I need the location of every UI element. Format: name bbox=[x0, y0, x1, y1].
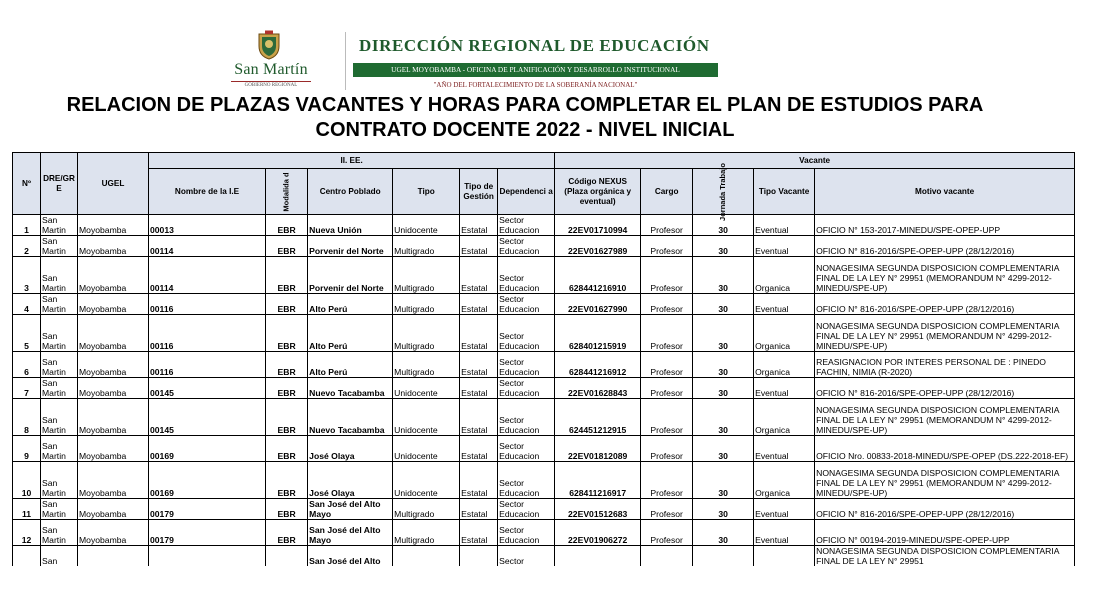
header-jornada: Jornada Trabajo bbox=[693, 169, 754, 215]
cell-modalidad: EBR bbox=[266, 378, 308, 399]
cell-tipo bbox=[393, 546, 460, 567]
cell-tipo: Multigrado bbox=[393, 499, 460, 520]
cell-tipo-vacante: Eventual bbox=[754, 436, 815, 462]
cell-tipo-vacante: Organica bbox=[754, 352, 815, 378]
cell-centro-poblado: Alto Perú bbox=[308, 315, 393, 352]
cell-dependencia: Sector Educacion bbox=[498, 236, 555, 257]
cell-jornada: 30 bbox=[693, 352, 754, 378]
cell-jornada: 30 bbox=[693, 236, 754, 257]
cell-cargo bbox=[641, 546, 693, 567]
cell-tipo-vacante: Eventual bbox=[754, 294, 815, 315]
cell-ugel: Moyobamba bbox=[78, 399, 149, 436]
cell-cargo: Profesor bbox=[641, 215, 693, 236]
cell-tipo-vacante: Organica bbox=[754, 257, 815, 294]
cell-tipo: Unidocente bbox=[393, 436, 460, 462]
document-title-line-2: CONTRATO DOCENTE 2022 - NIVEL INICIAL bbox=[315, 119, 735, 141]
cell-cargo: Profesor bbox=[641, 315, 693, 352]
table-row bbox=[13, 546, 1075, 567]
cell-cargo: Profesor bbox=[641, 236, 693, 257]
cell-jornada: 30 bbox=[693, 499, 754, 520]
cell-cargo: Profesor bbox=[641, 352, 693, 378]
cell-ugel: Moyobamba bbox=[78, 499, 149, 520]
cell-modalidad: EBR bbox=[266, 236, 308, 257]
cell-jornada: 30 bbox=[693, 436, 754, 462]
cell-dre: San Martin bbox=[41, 462, 78, 499]
coat-of-arms-icon bbox=[256, 30, 282, 60]
cell-codigo-nexus: 22EV01812089 bbox=[555, 436, 641, 462]
cell-nombre-ie: 00116 bbox=[149, 352, 266, 378]
cell-codigo-nexus bbox=[555, 546, 641, 567]
cell-nombre-ie: 00114 bbox=[149, 236, 266, 257]
cell-tipo-vacante: Eventual bbox=[754, 378, 815, 399]
cell-dependencia: Sector Educacion bbox=[498, 499, 555, 520]
cell-tipo-vacante: Eventual bbox=[754, 520, 815, 546]
cell-modalidad: EBR bbox=[266, 215, 308, 236]
cell-tipo: Multigrado bbox=[393, 352, 460, 378]
header-tipo: Tipo bbox=[393, 169, 460, 215]
cell-num: 9 bbox=[13, 436, 41, 462]
cell-tipo-gestion: Estatal bbox=[460, 520, 498, 546]
cell-modalidad: EBR bbox=[266, 462, 308, 499]
cell-cargo: Profesor bbox=[641, 520, 693, 546]
cell-tipo: Multigrado bbox=[393, 294, 460, 315]
cell-dre: San Martin bbox=[41, 215, 78, 236]
cell-codigo-nexus: 22EV01906272 bbox=[555, 520, 641, 546]
institution-band: UGEL MOYOBAMBA - OFICINA DE PLANIFICACIÓN Y DESARROLLO INSTITUCIONAL bbox=[353, 63, 718, 77]
cell-jornada: 30 bbox=[693, 294, 754, 315]
cell-tipo-gestion: Estatal bbox=[460, 462, 498, 499]
brand-subtitle: GOBIERNO REGIONAL bbox=[244, 83, 298, 88]
cell-nombre-ie: 00116 bbox=[149, 315, 266, 352]
cell-jornada bbox=[693, 546, 754, 567]
cell-jornada: 30 bbox=[693, 257, 754, 294]
cell-tipo: Multigrado bbox=[393, 315, 460, 352]
cell-nombre-ie: 00169 bbox=[149, 436, 266, 462]
header-codigo-nexus: Código NEXUS (Plaza orgánica y eventual) bbox=[555, 169, 641, 215]
cell-dependencia: Sector Educacion bbox=[498, 399, 555, 436]
header-dependencia: Dependenci a bbox=[498, 169, 555, 215]
cell-motivo: OFICIO N° 816-2016/SPE-OPEP-UPP (28/12/2016) bbox=[815, 378, 1075, 399]
cell-tipo-gestion: Estatal bbox=[460, 399, 498, 436]
table-row bbox=[13, 352, 1075, 378]
cell-nombre-ie: 00114 bbox=[149, 257, 266, 294]
cell-motivo: NONAGESIMA SEGUNDA DISPOSICION COMPLEMENTARIA FINAL DE LA LEY N° 29951 bbox=[815, 546, 1075, 567]
cell-jornada: 30 bbox=[693, 462, 754, 499]
cell-motivo: NONAGESIMA SEGUNDA DISPOSICION COMPLEMENTARIA FINAL DE LA LEY N° 29951 (MEMORANDUM N° 4299-2012-MINEDU/SPE-UP) bbox=[815, 257, 1075, 294]
cell-modalidad: EBR bbox=[266, 315, 308, 352]
cell-centro-poblado: Alto Perú bbox=[308, 294, 393, 315]
cell-motivo: OFICIO N° 816-2016/SPE-OPEP-UPP (28/12/2016) bbox=[815, 294, 1075, 315]
cell-motivo: OFICIO N° 816-2016/SPE-OPEP-UPP (28/12/2016) bbox=[815, 236, 1075, 257]
cell-cargo: Profesor bbox=[641, 399, 693, 436]
cell-tipo: Unidocente bbox=[393, 462, 460, 499]
cell-ugel: Moyobamba bbox=[78, 520, 149, 546]
cell-motivo: REASIGNACION POR INTERES PERSONAL DE : PINEDO FACHIN, NIMIA (R-2020) bbox=[815, 352, 1075, 378]
table-row bbox=[13, 399, 1075, 436]
cell-tipo-gestion: Estatal bbox=[460, 236, 498, 257]
header-nombre-ie: Nombre de la I.E bbox=[149, 169, 266, 215]
cell-codigo-nexus: 628411216917 bbox=[555, 462, 641, 499]
year-motto: "AÑO DEL FORTALECIMIENTO DE LA SOBERANÍA NACIONAL" bbox=[433, 81, 638, 89]
cell-ugel: Moyobamba bbox=[78, 215, 149, 236]
cell-modalidad: EBR bbox=[266, 257, 308, 294]
cell-num: 1 bbox=[13, 215, 41, 236]
cell-motivo: OFICIO N° 00194-2019-MINEDU/SPE-OPEP-UPP bbox=[815, 520, 1075, 546]
cell-codigo-nexus: 624451212915 bbox=[555, 399, 641, 436]
cell-tipo-gestion: Estatal bbox=[460, 499, 498, 520]
cell-modalidad: EBR bbox=[266, 352, 308, 378]
cell-motivo: NONAGESIMA SEGUNDA DISPOSICION COMPLEMENTARIA FINAL DE LA LEY N° 29951 (MEMORANDUM N° 4299-2012-MINEDU/SPE-UP) bbox=[815, 399, 1075, 436]
cell-codigo-nexus: 628441216912 bbox=[555, 352, 641, 378]
cell-dre: San Martin bbox=[41, 294, 78, 315]
cell-tipo-gestion: Estatal bbox=[460, 257, 498, 294]
header-cargo: Cargo bbox=[641, 169, 693, 215]
cell-nombre-ie bbox=[149, 546, 266, 567]
cell-centro-poblado: José Olaya bbox=[308, 462, 393, 499]
vacancies-table bbox=[12, 152, 1075, 566]
cell-tipo-vacante: Eventual bbox=[754, 215, 815, 236]
cell-tipo: Multigrado bbox=[393, 236, 460, 257]
cell-nombre-ie: 00179 bbox=[149, 520, 266, 546]
cell-ugel: Moyobamba bbox=[78, 462, 149, 499]
cell-modalidad: EBR bbox=[266, 520, 308, 546]
header-group-vacante: Vacante bbox=[555, 153, 1075, 169]
cell-jornada: 30 bbox=[693, 215, 754, 236]
cell-num: 4 bbox=[13, 294, 41, 315]
cell-dependencia: Sector Educacion bbox=[498, 378, 555, 399]
cell-dre: San Martin bbox=[41, 315, 78, 352]
cell-centro-poblado: José Olaya bbox=[308, 436, 393, 462]
cell-tipo-vacante: Organica bbox=[754, 315, 815, 352]
header-divider bbox=[345, 32, 346, 90]
cell-centro-poblado: San José del Alto bbox=[308, 546, 393, 567]
cell-modalidad bbox=[266, 546, 308, 567]
cell-tipo-gestion: Estatal bbox=[460, 315, 498, 352]
cell-dependencia: Sector bbox=[498, 546, 555, 567]
cell-ugel: Moyobamba bbox=[78, 294, 149, 315]
cell-codigo-nexus: 628441216910 bbox=[555, 257, 641, 294]
table-row bbox=[13, 520, 1075, 546]
cell-codigo-nexus: 628401215919 bbox=[555, 315, 641, 352]
cell-tipo: Unidocente bbox=[393, 399, 460, 436]
brand-name: San Martín bbox=[234, 61, 308, 78]
cell-dre: San Martin bbox=[41, 378, 78, 399]
cell-tipo: Unidocente bbox=[393, 215, 460, 236]
cell-dependencia: Sector Educacion bbox=[498, 315, 555, 352]
cell-tipo-vacante: Eventual bbox=[754, 236, 815, 257]
cell-dre: San Martin bbox=[41, 499, 78, 520]
table-row bbox=[13, 436, 1075, 462]
cell-ugel bbox=[78, 546, 149, 567]
cell-ugel: Moyobamba bbox=[78, 378, 149, 399]
cell-motivo: NONAGESIMA SEGUNDA DISPOSICION COMPLEMENTARIA FINAL DE LA LEY N° 29951 (MEMORANDUM N° 4299-2012-MINEDU/SPE-UP) bbox=[815, 315, 1075, 352]
cell-dependencia: Sector Educacion bbox=[498, 294, 555, 315]
cell-num: 8 bbox=[13, 399, 41, 436]
cell-centro-poblado: Nuevo Tacabamba bbox=[308, 378, 393, 399]
cell-cargo: Profesor bbox=[641, 257, 693, 294]
cell-cargo: Profesor bbox=[641, 462, 693, 499]
cell-cargo: Profesor bbox=[641, 378, 693, 399]
letterhead bbox=[213, 28, 718, 92]
cell-ugel: Moyobamba bbox=[78, 352, 149, 378]
cell-motivo: OFICIO N° 816-2016/SPE-OPEP-UPP (28/12/2016) bbox=[815, 499, 1075, 520]
cell-centro-poblado: Alto Perú bbox=[308, 352, 393, 378]
cell-dependencia: Sector Educacion bbox=[498, 352, 555, 378]
header-modalidad: Modalida d bbox=[266, 169, 308, 215]
cell-motivo: OFICIO N° 153-2017-MINEDU/SPE-OPEP-UPP bbox=[815, 215, 1075, 236]
cell-num: 5 bbox=[13, 315, 41, 352]
table-row bbox=[13, 236, 1075, 257]
cell-modalidad: EBR bbox=[266, 499, 308, 520]
cell-tipo-gestion: Estatal bbox=[460, 352, 498, 378]
cell-tipo: Unidocente bbox=[393, 378, 460, 399]
cell-dre: San bbox=[41, 546, 78, 567]
cell-nombre-ie: 00116 bbox=[149, 294, 266, 315]
cell-centro-poblado: Nueva Unión bbox=[308, 215, 393, 236]
cell-cargo: Profesor bbox=[641, 499, 693, 520]
cell-jornada: 30 bbox=[693, 399, 754, 436]
cell-jornada: 30 bbox=[693, 315, 754, 352]
cell-nombre-ie: 00179 bbox=[149, 499, 266, 520]
brand-divider bbox=[231, 81, 311, 82]
cell-dependencia: Sector Educacion bbox=[498, 462, 555, 499]
cell-motivo: NONAGESIMA SEGUNDA DISPOSICION COMPLEMENTARIA FINAL DE LA LEY N° 29951 (MEMORANDUM N° 4299-2012-MINEDU/SPE-UP) bbox=[815, 462, 1075, 499]
institution-title: DIRECCIÓN REGIONAL DE EDUCACIÓN bbox=[359, 36, 710, 55]
cell-modalidad: EBR bbox=[266, 294, 308, 315]
header-num: Nº bbox=[13, 153, 41, 215]
cell-cargo: Profesor bbox=[641, 436, 693, 462]
table-row bbox=[13, 499, 1075, 520]
table-row bbox=[13, 462, 1075, 499]
cell-dre: San Martin bbox=[41, 436, 78, 462]
cell-nombre-ie: 00013 bbox=[149, 215, 266, 236]
cell-codigo-nexus: 22EV01627990 bbox=[555, 294, 641, 315]
cell-num: 6 bbox=[13, 352, 41, 378]
cell-ugel: Moyobamba bbox=[78, 436, 149, 462]
cell-num: 12 bbox=[13, 520, 41, 546]
cell-codigo-nexus: 22EV01710994 bbox=[555, 215, 641, 236]
header-tipo-vacante: Tipo Vacante bbox=[754, 169, 815, 215]
cell-nombre-ie: 00145 bbox=[149, 399, 266, 436]
cell-modalidad: EBR bbox=[266, 436, 308, 462]
logo bbox=[213, 28, 345, 92]
cell-tipo: Multigrado bbox=[393, 520, 460, 546]
cell-tipo: Multigrado bbox=[393, 257, 460, 294]
cell-tipo-gestion: Estatal bbox=[460, 436, 498, 462]
document-title bbox=[0, 93, 1050, 143]
cell-dre: San Martin bbox=[41, 352, 78, 378]
table-row bbox=[13, 257, 1075, 294]
cell-tipo-gestion: Estatal bbox=[460, 215, 498, 236]
cell-motivo: OFICIO Nro. 00833-2018-MINEDU/SPE-OPEP (DS.222-2018-EF) bbox=[815, 436, 1075, 462]
table-row bbox=[13, 315, 1075, 352]
cell-dre: San Martin bbox=[41, 236, 78, 257]
cell-centro-poblado: San José del Alto Mayo bbox=[308, 520, 393, 546]
cell-num bbox=[13, 546, 41, 567]
cell-dre: San Martin bbox=[41, 257, 78, 294]
cell-tipo-vacante: Eventual bbox=[754, 499, 815, 520]
cell-num: 11 bbox=[13, 499, 41, 520]
cell-nombre-ie: 00169 bbox=[149, 462, 266, 499]
cell-codigo-nexus: 22EV01512683 bbox=[555, 499, 641, 520]
cell-tipo-vacante: Organica bbox=[754, 399, 815, 436]
cell-dependencia: Sector Educacion bbox=[498, 257, 555, 294]
cell-dependencia: Sector Educacion bbox=[498, 436, 555, 462]
cell-modalidad: EBR bbox=[266, 399, 308, 436]
table-row bbox=[13, 378, 1075, 399]
cell-codigo-nexus: 22EV01627989 bbox=[555, 236, 641, 257]
cell-dre: San Martin bbox=[41, 399, 78, 436]
cell-tipo-gestion bbox=[460, 546, 498, 567]
cell-dependencia: Sector Educacion bbox=[498, 520, 555, 546]
cell-tipo-gestion: Estatal bbox=[460, 378, 498, 399]
cell-ugel: Moyobamba bbox=[78, 315, 149, 352]
cell-centro-poblado: Porvenir del Norte bbox=[308, 236, 393, 257]
cell-cargo: Profesor bbox=[641, 294, 693, 315]
cell-num: 2 bbox=[13, 236, 41, 257]
cell-codigo-nexus: 22EV01628843 bbox=[555, 378, 641, 399]
cell-num: 7 bbox=[13, 378, 41, 399]
cell-centro-poblado: San José del Alto Mayo bbox=[308, 499, 393, 520]
cell-tipo-gestion: Estatal bbox=[460, 294, 498, 315]
cell-tipo-vacante: Organica bbox=[754, 462, 815, 499]
cell-tipo-vacante bbox=[754, 546, 815, 567]
table-row bbox=[13, 294, 1075, 315]
header-tipo-gestion: Tipo de Gestión bbox=[460, 169, 498, 215]
header-dre: DRE/GR E bbox=[41, 153, 78, 215]
cell-jornada: 30 bbox=[693, 378, 754, 399]
cell-centro-poblado: Porvenir del Norte bbox=[308, 257, 393, 294]
cell-dre: San Martin bbox=[41, 520, 78, 546]
cell-ugel: Moyobamba bbox=[78, 257, 149, 294]
table-body bbox=[13, 215, 1075, 567]
header-ugel: UGEL bbox=[78, 153, 149, 215]
document-title-line-1: RELACION DE PLAZAS VACANTES Y HORAS PARA COMPLETAR EL PLAN DE ESTUDIOS PARA bbox=[66, 94, 984, 116]
cell-jornada: 30 bbox=[693, 520, 754, 546]
header-group-ie: II. EE. bbox=[149, 153, 555, 169]
cell-dependencia: Sector Educacion bbox=[498, 215, 555, 236]
cell-num: 10 bbox=[13, 462, 41, 499]
cell-ugel: Moyobamba bbox=[78, 236, 149, 257]
cell-centro-poblado: Nuevo Tacabamba bbox=[308, 399, 393, 436]
header-centro-poblado: Centro Poblado bbox=[308, 169, 393, 215]
table-row bbox=[13, 215, 1075, 236]
cell-num: 3 bbox=[13, 257, 41, 294]
cell-nombre-ie: 00145 bbox=[149, 378, 266, 399]
header-motivo: Motivo vacante bbox=[815, 169, 1075, 215]
